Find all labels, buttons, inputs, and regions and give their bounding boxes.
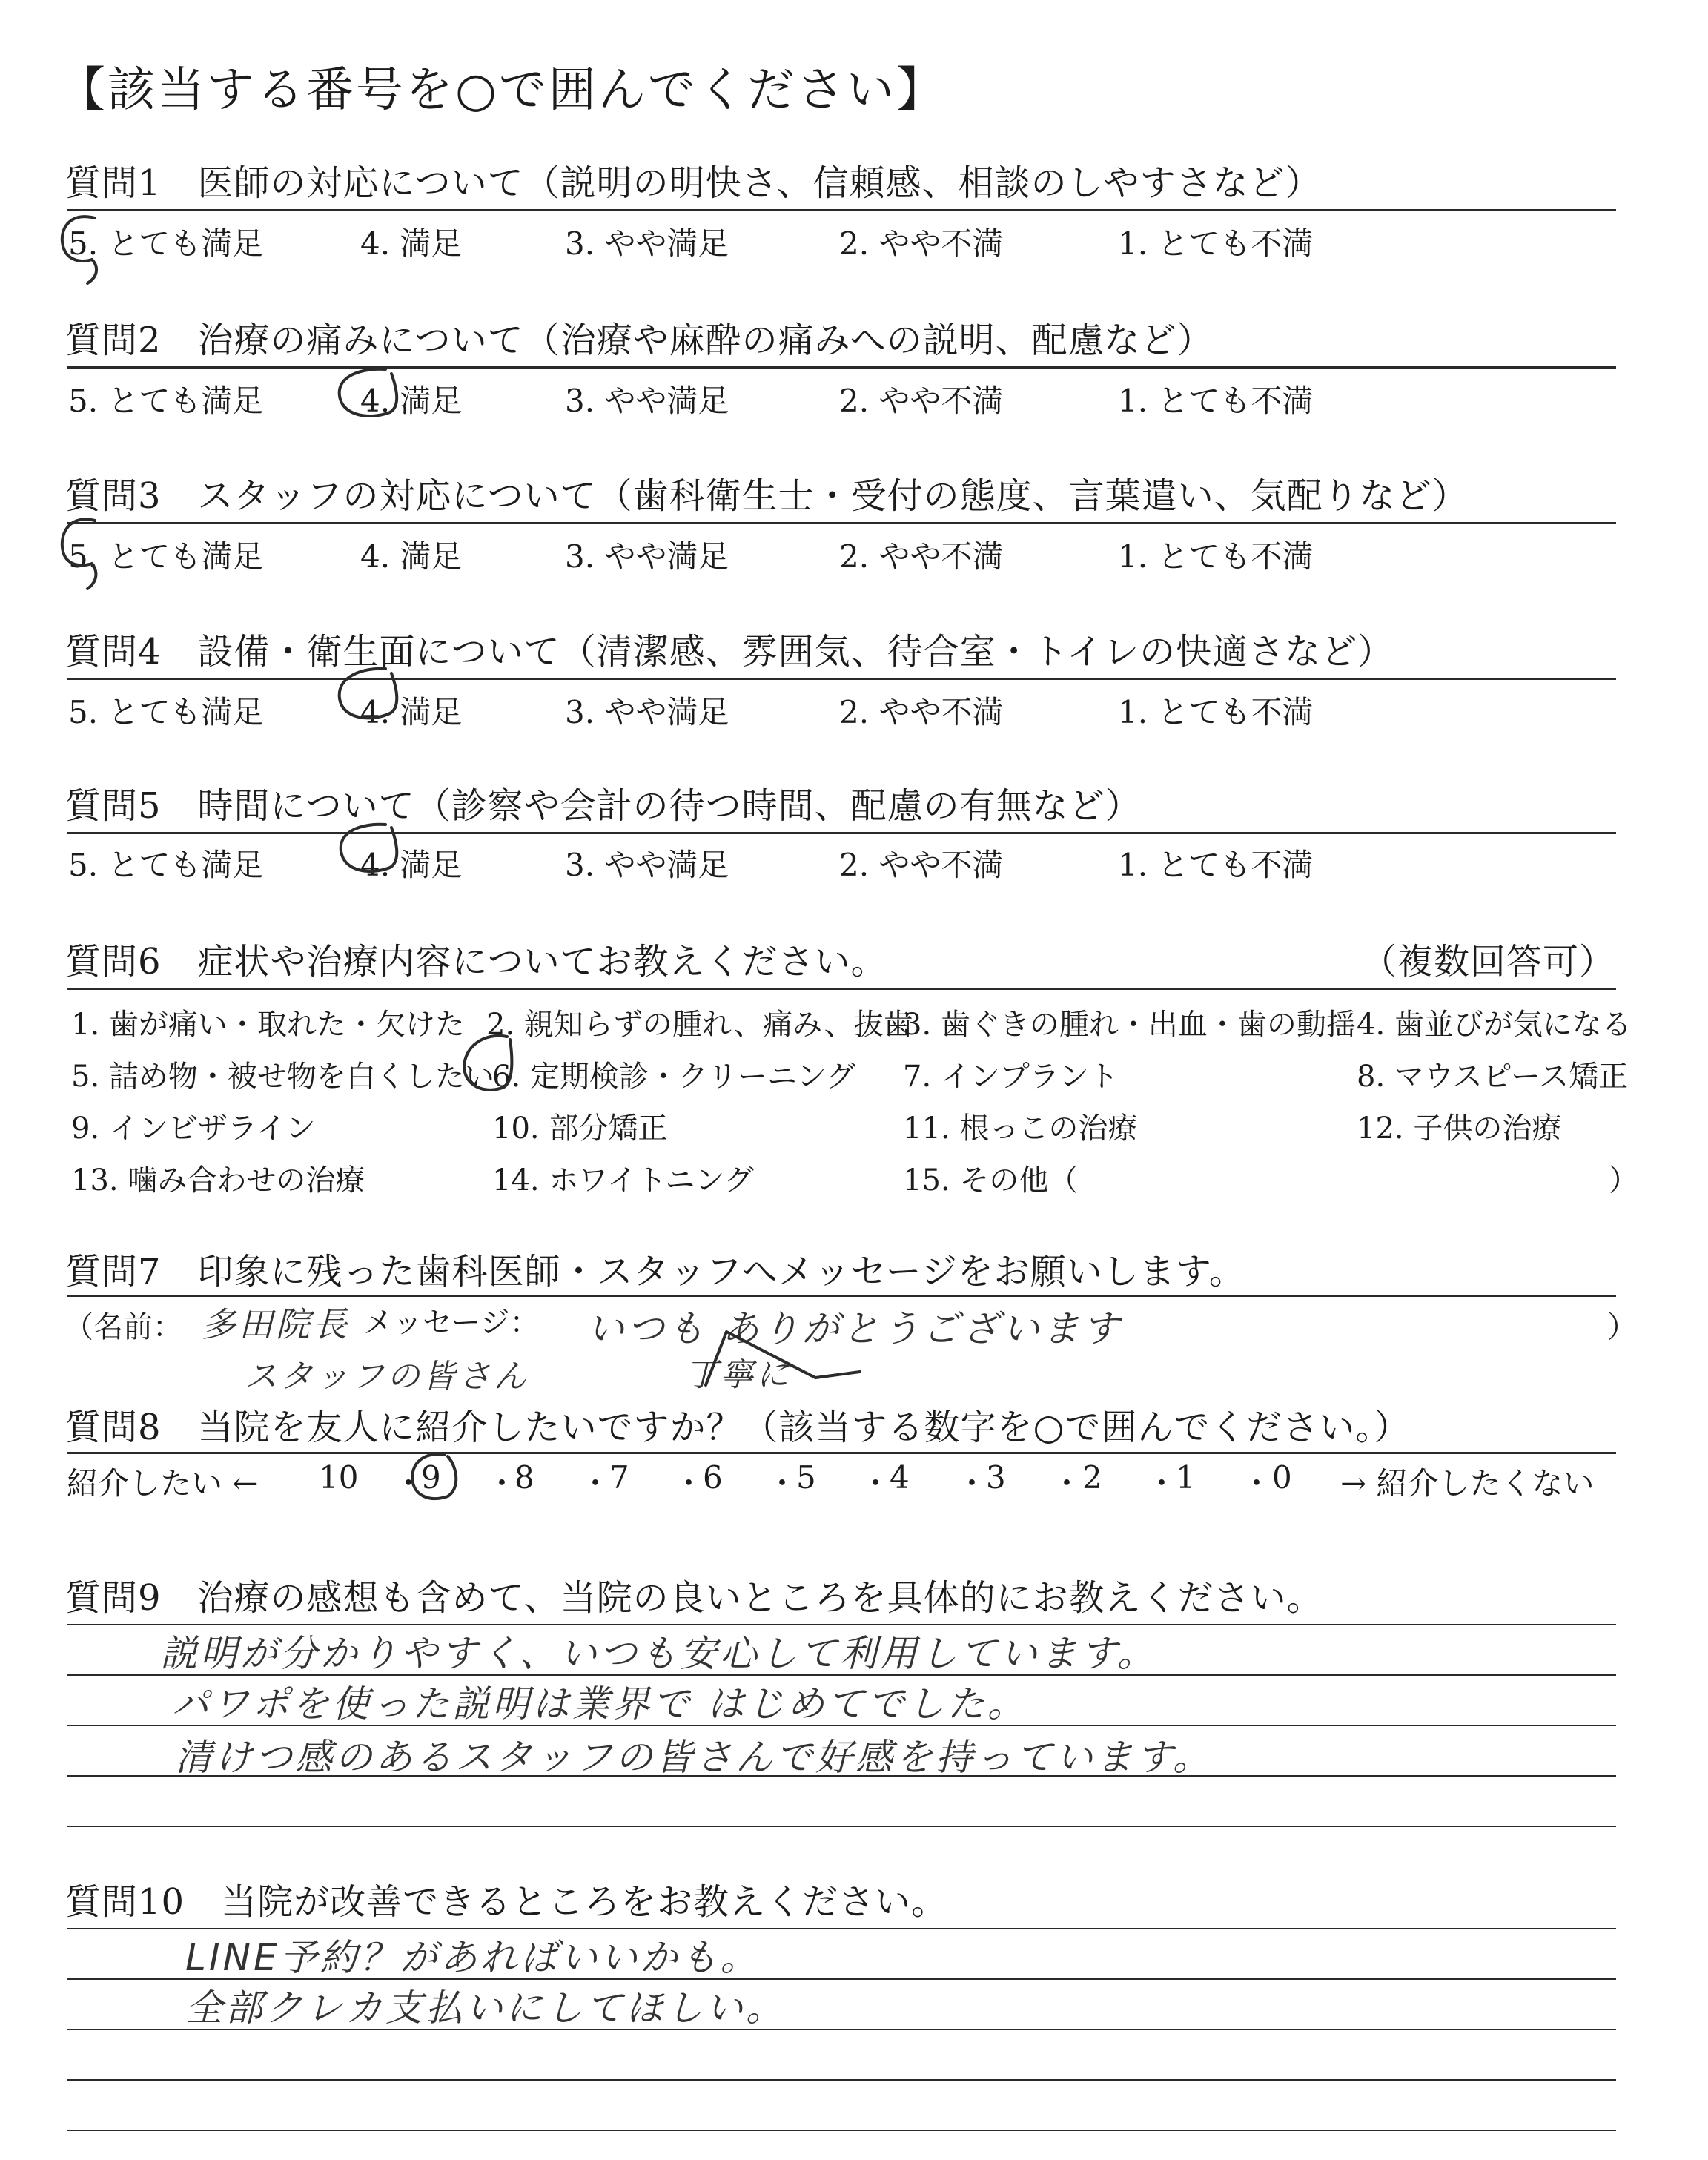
question-7-title: 質問7 印象に残った歯科医師・スタッフへメッセージをお願いします。 — [65, 1251, 1245, 1292]
answer-line — [67, 1826, 1616, 1827]
recommend-left-label: 紹介したい ← — [67, 1465, 259, 1502]
symptom-option[interactable]: 5. 詰め物・被せ物を白くしたい — [71, 1060, 494, 1094]
message-closing-paren: ） — [1607, 1310, 1637, 1344]
option-4[interactable]: 4. 満足 — [360, 538, 463, 575]
option-5[interactable]: 5. とても満足 — [68, 538, 264, 575]
option-3[interactable]: 3. やや満足 — [565, 847, 729, 883]
scale-value-10[interactable]: 10 — [319, 1459, 359, 1496]
scale-value-7[interactable]: 7 — [609, 1459, 629, 1496]
multiple-answer-note: （複数回答可） — [1361, 941, 1616, 982]
symptom-option[interactable]: 8. マウスピース矯正 — [1357, 1060, 1629, 1094]
scale-value-3[interactable]: 3 — [986, 1459, 1006, 1496]
symptom-option[interactable]: 1. 歯が痛い・取れた・欠けた — [71, 1008, 465, 1042]
option-3[interactable]: 3. やや満足 — [565, 383, 729, 419]
scale-value-6[interactable]: 6 — [703, 1459, 723, 1496]
handwritten-answer-line[interactable]: パワポを使った説明は業界で はじめてでした。 — [172, 1682, 1027, 1725]
option-4[interactable]: 4. 満足 — [360, 847, 463, 883]
option-1[interactable]: 1. とても不満 — [1118, 694, 1314, 730]
question-1-title: 質問1 医師の対応について（説明の明快さ、信頼感、相談のしやすさなど） — [65, 162, 1322, 204]
option-1[interactable]: 1. とても不満 — [1118, 383, 1314, 419]
scale-separator: ・ — [486, 1465, 518, 1502]
scale-separator: ・ — [1241, 1465, 1273, 1502]
scale-separator: ・ — [1146, 1465, 1178, 1502]
option-1[interactable]: 1. とても不満 — [1118, 225, 1314, 262]
scale-separator: ・ — [1051, 1465, 1083, 1502]
option-4[interactable]: 4. 満足 — [360, 383, 463, 419]
option-4[interactable]: 4. 満足 — [360, 694, 463, 730]
question-2-title: 質問2 治療の痛みについて（治療や麻酔の痛みへの説明、配慮など） — [65, 320, 1214, 361]
option-2[interactable]: 2. やや不満 — [839, 225, 1004, 262]
question-9-title: 質問9 治療の感想も含めて、当院の良いところを具体的にお教えください。 — [65, 1577, 1323, 1619]
option-5[interactable]: 5. とても満足 — [68, 383, 264, 419]
option-1[interactable]: 1. とても不満 — [1118, 538, 1314, 575]
scale-separator: ・ — [956, 1465, 988, 1502]
symptom-option[interactable]: 3. 歯ぐきの腫れ・出血・歯の動揺 — [903, 1008, 1356, 1042]
handwritten-name[interactable]: スタッフの皆さん — [245, 1358, 529, 1396]
handwritten-insertion[interactable]: 丁寧に — [685, 1356, 792, 1394]
divider — [67, 209, 1616, 211]
divider — [67, 678, 1616, 680]
question-4-title: 質問4 設備・衛生面について（清潔感、雰囲気、待合室・トイレの快適さなど） — [65, 631, 1394, 673]
answer-line — [67, 2130, 1616, 2131]
option-1[interactable]: 1. とても不満 — [1118, 847, 1314, 883]
scale-value-2[interactable]: 2 — [1082, 1459, 1102, 1496]
scale-separator: ・ — [767, 1465, 798, 1502]
question-6-title: 質問6 症状や治療内容についてお教えください。 — [65, 941, 887, 982]
symptom-option[interactable]: 9. インビザライン — [71, 1112, 316, 1146]
option-5[interactable]: 5. とても満足 — [68, 225, 264, 262]
option-3[interactable]: 3. やや満足 — [565, 538, 729, 575]
other-closing-paren: ） — [1609, 1163, 1638, 1198]
symptom-option[interactable]: 7. インプラント — [903, 1060, 1119, 1094]
symptom-option[interactable]: 13. 噛み合わせの治療 — [71, 1163, 365, 1198]
divider — [67, 1452, 1616, 1454]
symptom-option[interactable]: 12. 子供の治療 — [1357, 1112, 1562, 1146]
option-2[interactable]: 2. やや不満 — [839, 383, 1004, 419]
question-8-title: 質問8 当院を友人に紹介したいですか？（該当する数字を○で囲んでください。） — [65, 1407, 1411, 1448]
form-title: 【該当する番号を○で囲んでください】 — [58, 63, 946, 118]
option-3[interactable]: 3. やや満足 — [565, 225, 729, 262]
divider — [67, 832, 1616, 834]
handwritten-message[interactable]: いつも ありがとうございます — [587, 1307, 1122, 1350]
scale-value-1[interactable]: 1 — [1176, 1459, 1196, 1496]
scale-value-9[interactable]: 9 — [421, 1459, 441, 1496]
name-label: （名前： — [64, 1310, 182, 1344]
option-4[interactable]: 4. 満足 — [360, 225, 463, 262]
divider — [67, 988, 1616, 990]
recommend-right-label: → 紹介したくない — [1340, 1465, 1595, 1502]
handwritten-answer-line[interactable]: 清けつ感のあるスタッフの皆さんで好感を持っています。 — [175, 1736, 1213, 1779]
scale-separator: ・ — [393, 1465, 425, 1502]
scale-separator: ・ — [673, 1465, 705, 1502]
question-10-title: 質問10 当院が改善できるところをお教えください。 — [65, 1881, 948, 1923]
question-5-title: 質問5 時間について（診察や会計の待つ時間、配慮の有無など） — [65, 785, 1142, 827]
option-5[interactable]: 5. とても満足 — [68, 847, 264, 883]
option-5[interactable]: 5. とても満足 — [68, 694, 264, 730]
handwritten-answer-line[interactable]: 全部クレカ支払いにしてほしい。 — [185, 1986, 786, 2029]
scale-value-0[interactable]: 0 — [1272, 1459, 1292, 1496]
option-2[interactable]: 2. やや不満 — [839, 847, 1004, 883]
handwritten-answer-line[interactable]: LINE予約？があればいいかも。 — [185, 1936, 761, 1979]
symptom-option[interactable]: 11. 根っこの治療 — [903, 1112, 1138, 1146]
symptom-option[interactable]: 2. 親知らずの腫れ、痛み、抜歯 — [486, 1008, 913, 1042]
symptom-option[interactable]: 6. 定期検診・クリーニング — [492, 1060, 856, 1094]
question-3-title: 質問3 スタッフの対応について（歯科衛生士・受付の態度、言葉遣い、気配りなど） — [65, 475, 1469, 517]
option-3[interactable]: 3. やや満足 — [565, 694, 729, 730]
scale-separator: ・ — [580, 1465, 612, 1502]
divider — [67, 522, 1616, 524]
divider — [67, 1295, 1616, 1297]
divider — [67, 366, 1616, 369]
scale-value-8[interactable]: 8 — [514, 1459, 534, 1496]
scale-value-4[interactable]: 4 — [890, 1459, 910, 1496]
symptom-option[interactable]: 4. 歯並びが気になる — [1357, 1008, 1632, 1042]
handwritten-name[interactable]: 多田院長 — [202, 1304, 350, 1344]
symptom-option[interactable]: 15. その他（ — [903, 1163, 1079, 1198]
symptom-option[interactable]: 10. 部分矯正 — [492, 1112, 668, 1146]
symptom-option[interactable]: 14. ホワイトニング — [492, 1163, 754, 1198]
handwritten-answer-line[interactable]: 説明が分かりやすく、いつも安心して利用しています。 — [160, 1632, 1157, 1675]
option-2[interactable]: 2. やや不満 — [839, 694, 1004, 730]
scale-separator: ・ — [860, 1465, 892, 1502]
answer-line — [67, 2079, 1616, 2081]
message-label: メッセージ： — [363, 1306, 540, 1340]
scale-value-5[interactable]: 5 — [796, 1459, 816, 1496]
option-2[interactable]: 2. やや不満 — [839, 538, 1004, 575]
